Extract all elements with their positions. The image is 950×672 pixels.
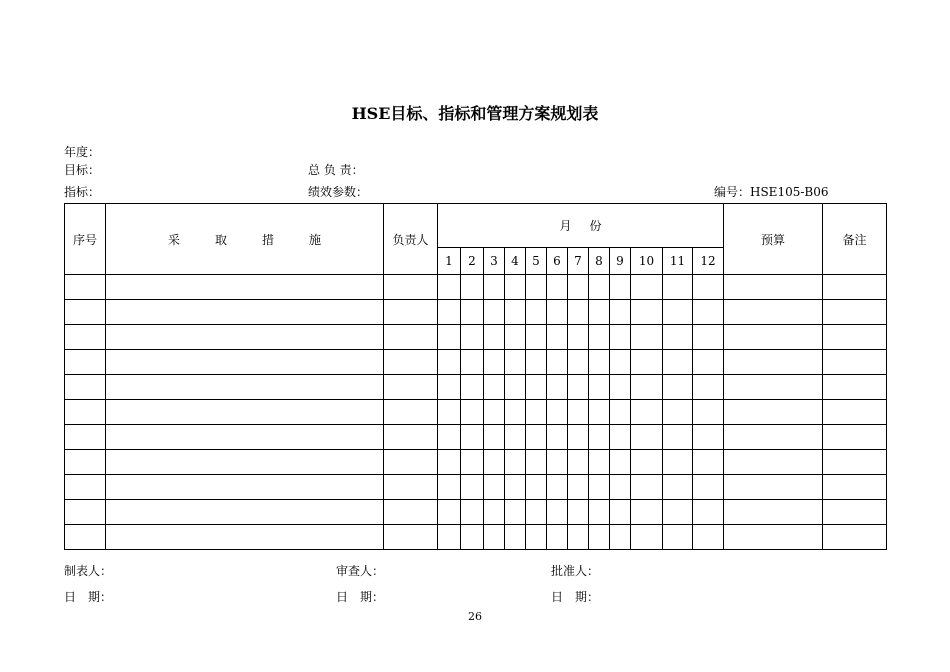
table-cell bbox=[65, 425, 106, 450]
table-cell bbox=[547, 275, 568, 300]
table-cell bbox=[724, 425, 823, 450]
table-cell bbox=[65, 450, 106, 475]
table-cell bbox=[589, 475, 610, 500]
table-cell bbox=[547, 350, 568, 375]
table-cell bbox=[505, 350, 526, 375]
table-cell bbox=[663, 325, 693, 350]
table-cell bbox=[610, 300, 631, 325]
table-cell bbox=[505, 325, 526, 350]
month-cell: 10 bbox=[631, 248, 663, 275]
table-cell bbox=[589, 275, 610, 300]
table-cell bbox=[693, 450, 724, 475]
month-cell: 11 bbox=[663, 248, 693, 275]
table-cell bbox=[568, 325, 589, 350]
table-cell bbox=[631, 425, 663, 450]
table-cell bbox=[505, 450, 526, 475]
reviewer-label: 审查人： bbox=[336, 564, 385, 578]
measures-header-char: 采 bbox=[167, 232, 180, 247]
table-cell bbox=[526, 300, 547, 325]
table-cell bbox=[384, 425, 438, 450]
header-row bbox=[65, 204, 887, 248]
table-cell bbox=[384, 275, 438, 300]
table-cell bbox=[484, 525, 505, 550]
table-cell bbox=[568, 375, 589, 400]
table-cell bbox=[663, 375, 693, 400]
table-cell bbox=[106, 350, 384, 375]
date-label-approver: 日 期： bbox=[551, 590, 600, 604]
table-cell bbox=[631, 275, 663, 300]
table-cell bbox=[724, 400, 823, 425]
table-cell bbox=[106, 475, 384, 500]
table-cell bbox=[384, 375, 438, 400]
table-cell bbox=[484, 450, 505, 475]
table-cell bbox=[568, 300, 589, 325]
table-cell bbox=[526, 275, 547, 300]
table-cell bbox=[438, 425, 461, 450]
table-cell bbox=[438, 325, 461, 350]
table-row bbox=[65, 425, 887, 450]
table-cell bbox=[663, 525, 693, 550]
document-code: 编号：HSE105-B06 bbox=[714, 185, 829, 199]
table-cell bbox=[526, 450, 547, 475]
table-cell bbox=[484, 325, 505, 350]
table-cell bbox=[65, 475, 106, 500]
month-header-char: 月 bbox=[559, 219, 572, 233]
table-cell bbox=[823, 375, 887, 400]
table-cell bbox=[724, 525, 823, 550]
table-cell bbox=[505, 375, 526, 400]
table-cell bbox=[484, 425, 505, 450]
table-cell bbox=[610, 500, 631, 525]
table-cell bbox=[568, 400, 589, 425]
table-cell bbox=[65, 300, 106, 325]
target-label: 目标： bbox=[64, 163, 101, 177]
table-cell bbox=[631, 500, 663, 525]
table-cell bbox=[568, 450, 589, 475]
table-cell bbox=[438, 275, 461, 300]
table-cell bbox=[484, 275, 505, 300]
table-cell bbox=[568, 475, 589, 500]
month-cell: 9 bbox=[610, 248, 631, 275]
table-cell bbox=[505, 425, 526, 450]
table-row bbox=[65, 500, 887, 525]
table-cell bbox=[724, 300, 823, 325]
table-cell bbox=[610, 525, 631, 550]
table-cell bbox=[505, 300, 526, 325]
budget-header: 预算 bbox=[724, 204, 823, 275]
table-cell bbox=[461, 325, 484, 350]
table-cell bbox=[438, 450, 461, 475]
table-cell bbox=[724, 325, 823, 350]
table-cell bbox=[663, 450, 693, 475]
table-cell bbox=[693, 400, 724, 425]
table-cell bbox=[631, 525, 663, 550]
table-row bbox=[65, 325, 887, 350]
table-cell bbox=[693, 300, 724, 325]
table-cell bbox=[547, 375, 568, 400]
table-cell bbox=[106, 500, 384, 525]
table-cell bbox=[438, 350, 461, 375]
table-cell bbox=[106, 300, 384, 325]
table-cell bbox=[589, 350, 610, 375]
responsible-header: 负责人 bbox=[384, 204, 438, 275]
overall-responsible-label: 总 负 责： bbox=[308, 163, 364, 177]
table-cell bbox=[526, 350, 547, 375]
table-row bbox=[65, 400, 887, 425]
table-cell bbox=[724, 375, 823, 400]
table-cell bbox=[631, 350, 663, 375]
table-cell bbox=[384, 500, 438, 525]
table-cell bbox=[384, 475, 438, 500]
table-cell bbox=[505, 275, 526, 300]
table-cell bbox=[568, 425, 589, 450]
table-cell bbox=[610, 425, 631, 450]
table-cell bbox=[547, 525, 568, 550]
month-cell: 12 bbox=[693, 248, 724, 275]
table-cell bbox=[631, 375, 663, 400]
table-row bbox=[65, 275, 887, 300]
table-cell bbox=[526, 525, 547, 550]
table-cell bbox=[65, 375, 106, 400]
table-cell bbox=[438, 300, 461, 325]
table-cell bbox=[484, 300, 505, 325]
month-cell: 8 bbox=[589, 248, 610, 275]
table-row bbox=[65, 450, 887, 475]
table-cell bbox=[461, 350, 484, 375]
measures-header-char: 取 bbox=[214, 232, 227, 247]
table-cell bbox=[106, 425, 384, 450]
table-cell bbox=[484, 375, 505, 400]
table-cell bbox=[384, 400, 438, 425]
month-cell: 1 bbox=[438, 248, 461, 275]
date-label-preparer: 日 期： bbox=[64, 590, 113, 604]
table-cell bbox=[663, 500, 693, 525]
table-cell bbox=[526, 475, 547, 500]
table-cell bbox=[589, 325, 610, 350]
table-cell bbox=[384, 525, 438, 550]
table-cell bbox=[724, 450, 823, 475]
table-cell bbox=[631, 450, 663, 475]
table-cell bbox=[461, 275, 484, 300]
table-cell bbox=[693, 325, 724, 350]
table-cell bbox=[663, 275, 693, 300]
month-header bbox=[438, 204, 724, 248]
month-cell: 3 bbox=[484, 248, 505, 275]
table-cell bbox=[663, 425, 693, 450]
table-cell bbox=[823, 325, 887, 350]
table-cell bbox=[547, 425, 568, 450]
table-cell bbox=[65, 500, 106, 525]
table-cell bbox=[106, 450, 384, 475]
table-cell bbox=[505, 475, 526, 500]
table-cell bbox=[693, 475, 724, 500]
table-row bbox=[65, 375, 887, 400]
table-cell bbox=[693, 275, 724, 300]
date-label-reviewer: 日 期： bbox=[336, 590, 385, 604]
table-cell bbox=[438, 400, 461, 425]
table-cell bbox=[484, 500, 505, 525]
table-cell bbox=[484, 475, 505, 500]
seq-header: 序号 bbox=[65, 204, 106, 275]
table-row bbox=[65, 300, 887, 325]
table-cell bbox=[461, 500, 484, 525]
table-cell bbox=[65, 525, 106, 550]
year-label: 年度： bbox=[64, 145, 101, 159]
table-cell bbox=[384, 450, 438, 475]
table-cell bbox=[526, 500, 547, 525]
table-cell bbox=[693, 425, 724, 450]
table-cell bbox=[484, 350, 505, 375]
table-cell bbox=[438, 500, 461, 525]
table-cell bbox=[106, 275, 384, 300]
table-cell bbox=[589, 375, 610, 400]
table-cell bbox=[568, 525, 589, 550]
table-cell bbox=[106, 375, 384, 400]
month-header-char: 份 bbox=[589, 219, 602, 233]
table-cell bbox=[631, 325, 663, 350]
table-cell bbox=[65, 275, 106, 300]
table-cell bbox=[823, 275, 887, 300]
table-cell bbox=[610, 450, 631, 475]
preparer-label: 制表人： bbox=[64, 564, 113, 578]
table-cell bbox=[65, 400, 106, 425]
table-cell bbox=[526, 375, 547, 400]
table-cell bbox=[526, 400, 547, 425]
table-cell bbox=[547, 400, 568, 425]
table-cell bbox=[663, 400, 693, 425]
table-cell bbox=[547, 450, 568, 475]
table-cell bbox=[610, 350, 631, 375]
page-title: HSE目标、指标和管理方案规划表 bbox=[351, 104, 599, 123]
table-cell bbox=[547, 325, 568, 350]
table-cell bbox=[461, 375, 484, 400]
measures-header bbox=[106, 204, 384, 275]
kpi-label: 绩效参数： bbox=[308, 185, 369, 199]
table-cell bbox=[568, 275, 589, 300]
page-number: 26 bbox=[468, 610, 482, 623]
measures-header-char: 措 bbox=[261, 232, 274, 247]
remarks-header: 备注 bbox=[823, 204, 887, 275]
table-cell bbox=[589, 525, 610, 550]
table-cell bbox=[693, 350, 724, 375]
table-cell bbox=[663, 300, 693, 325]
table-cell bbox=[631, 475, 663, 500]
table-cell bbox=[823, 425, 887, 450]
table-cell bbox=[547, 300, 568, 325]
table-cell bbox=[106, 325, 384, 350]
table-cell bbox=[568, 350, 589, 375]
table-cell bbox=[589, 400, 610, 425]
table-cell bbox=[823, 350, 887, 375]
table-cell bbox=[589, 450, 610, 475]
table-cell bbox=[610, 325, 631, 350]
table-cell bbox=[823, 525, 887, 550]
table-cell bbox=[384, 300, 438, 325]
table-cell bbox=[505, 500, 526, 525]
table-cell bbox=[823, 500, 887, 525]
table-cell bbox=[65, 350, 106, 375]
indicator-label: 指标： bbox=[64, 185, 101, 199]
month-cell: 5 bbox=[526, 248, 547, 275]
table-cell bbox=[438, 525, 461, 550]
table-cell bbox=[65, 325, 106, 350]
table-cell bbox=[724, 500, 823, 525]
table-cell bbox=[106, 400, 384, 425]
table-cell bbox=[106, 525, 384, 550]
month-cell: 7 bbox=[568, 248, 589, 275]
table-cell bbox=[724, 475, 823, 500]
table-cell bbox=[461, 525, 484, 550]
table-cell bbox=[610, 275, 631, 300]
table-cell bbox=[823, 300, 887, 325]
table-cell bbox=[461, 475, 484, 500]
table-row bbox=[65, 350, 887, 375]
table-cell bbox=[693, 525, 724, 550]
table-cell bbox=[505, 400, 526, 425]
table-cell bbox=[505, 525, 526, 550]
month-cell: 6 bbox=[547, 248, 568, 275]
table-cell bbox=[461, 450, 484, 475]
month-cell: 2 bbox=[461, 248, 484, 275]
table-cell bbox=[484, 400, 505, 425]
table-cell bbox=[589, 500, 610, 525]
table-cell bbox=[631, 300, 663, 325]
table-cell bbox=[610, 475, 631, 500]
table-cell bbox=[693, 375, 724, 400]
measures-header-char: 施 bbox=[308, 232, 321, 247]
table-cell bbox=[547, 475, 568, 500]
approver-label: 批准人： bbox=[551, 564, 600, 578]
table-cell bbox=[823, 475, 887, 500]
table-cell bbox=[568, 500, 589, 525]
table-cell bbox=[461, 400, 484, 425]
table-cell bbox=[663, 350, 693, 375]
table-cell bbox=[823, 450, 887, 475]
table-row bbox=[65, 525, 887, 550]
table-cell bbox=[663, 475, 693, 500]
table-cell bbox=[461, 425, 484, 450]
table-cell bbox=[631, 400, 663, 425]
table-cell bbox=[438, 375, 461, 400]
table-cell bbox=[384, 325, 438, 350]
table-cell bbox=[589, 300, 610, 325]
plan-table bbox=[64, 203, 887, 550]
table-cell bbox=[384, 350, 438, 375]
table-cell bbox=[526, 425, 547, 450]
table-cell bbox=[693, 500, 724, 525]
month-cell: 4 bbox=[505, 248, 526, 275]
table-cell bbox=[547, 500, 568, 525]
table-cell bbox=[610, 400, 631, 425]
table-cell bbox=[589, 425, 610, 450]
table-cell bbox=[526, 325, 547, 350]
table-cell bbox=[438, 475, 461, 500]
table-cell bbox=[610, 375, 631, 400]
table-cell bbox=[461, 300, 484, 325]
table-row bbox=[65, 475, 887, 500]
table-cell bbox=[724, 350, 823, 375]
table-cell bbox=[823, 400, 887, 425]
table-cell bbox=[724, 275, 823, 300]
